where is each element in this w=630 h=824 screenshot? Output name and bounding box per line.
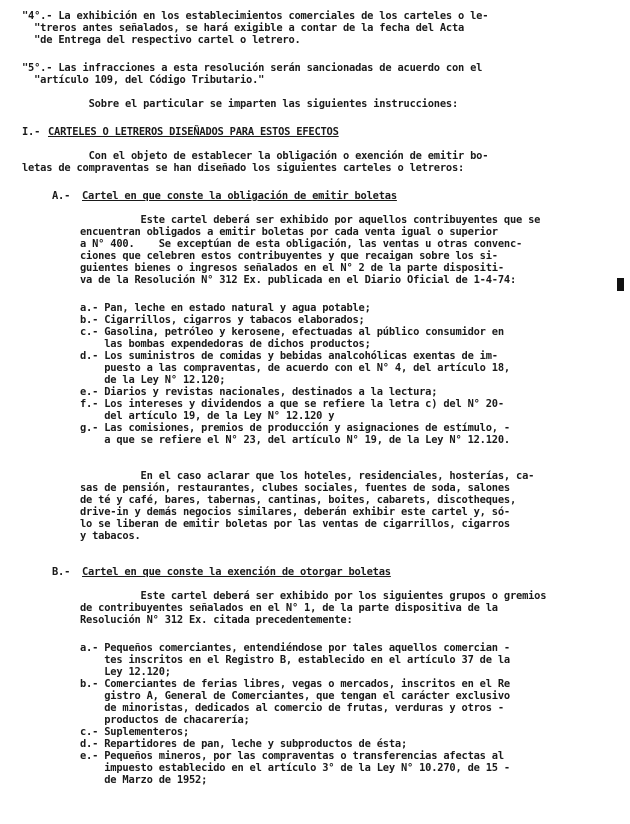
section-b-item: impuesto establecido en el artículo 3° de la Ley N° 10.270, de 15 -	[80, 762, 510, 774]
section-b-item: b.- Comerciantes de ferias libres, vegas o mercados, inscritos en el Re	[80, 678, 510, 690]
section-b-item: gistro A, General de Comerciantes, que tengan el carácter exclusivo	[80, 690, 510, 702]
section-b-item: productos de chacarería;	[80, 714, 250, 726]
section-b-item: de Marzo de 1952;	[80, 774, 208, 786]
section-a-item: del artículo 19, de la Ley N° 12.120 y	[80, 410, 335, 422]
section-b-number: B.-	[52, 566, 71, 578]
margin-mark	[617, 278, 624, 291]
section-a-note: En el caso aclarar que los hoteles, residenciales, hosterías, ca-	[80, 470, 535, 482]
section-b-item: Ley 12.120;	[80, 666, 171, 678]
section-b-line: de contribuyentes señalados en el N° 1, de la parte dispositiva de la	[80, 602, 498, 614]
section-a-item: a que se refiere el N° 23, del artículo N° 19, de la Ley N° 12.120.	[80, 434, 510, 446]
section-a-note: lo se liberan de emitir boletas por las ventas de cigarrillos, cigarros	[80, 518, 510, 530]
section-b-item: c.- Suplementeros;	[80, 726, 190, 738]
section-b-item: tes inscritos en el Registro B, establecido en el artículo 37 de la	[80, 654, 510, 666]
section-a-line: va de la Resolución N° 312 Ex. publicada en el Diario Oficial de 1-4-74:	[80, 274, 517, 286]
section-a-item: f.- Los intereses y dividendos a que se refiere la letra c) del N° 20-	[80, 398, 504, 410]
section-a-note: sas de pensión, restaurantes, clubes sociales, fuentes de soda, salones	[80, 482, 510, 494]
section-i-title: CARTELES O LETREROS DISEÑADOS PARA ESTOS EFECTOS	[48, 126, 339, 138]
section-a-title: Cartel en que conste la obligación de emitir boletas	[82, 190, 397, 202]
section-b-item: de minoristas, dedicados al comercio de frutas, verduras y otros -	[80, 702, 504, 714]
intro-line: "4°.- La exhibición en los establecimientos comerciales de los carteles o le-	[22, 10, 489, 22]
intro-line: "de Entrega del respectivo cartel o letrero.	[22, 34, 301, 46]
section-b-item: d.- Repartidores de pan, leche y subproductos de ésta;	[80, 738, 408, 750]
section-a-item: de la Ley N° 12.120;	[80, 374, 226, 386]
section-a-line: guientes bienes o ingresos señalados en el N° 2 de la parte dispositi-	[80, 262, 504, 274]
section-a-note: de té y café, bares, tabernas, cantinas, boites, cabarets, discotheques,	[80, 494, 517, 506]
section-b-line: Resolución N° 312 Ex. citada precedentemente:	[80, 614, 353, 626]
section-i-line: letas de compraventas se han diseñado los siguientes carteles o letreros:	[22, 162, 465, 174]
section-a-note: drive-in y demás negocios similares, deberán exhibir este cartel y, só-	[80, 506, 510, 518]
section-a-line: Este cartel deberá ser exhibido por aquellos contribuyentes que se	[80, 214, 541, 226]
section-a-line: a N° 400. Se exceptúan de esta obligación, las ventas u otras convenc-	[80, 238, 523, 250]
section-b-title: Cartel en que conste la exención de otorgar boletas	[82, 566, 391, 578]
section-a-item: d.- Los suministros de comidas y bebidas analcohólicas exentas de im-	[80, 350, 498, 362]
section-a-item: e.- Diarios y revistas nacionales, destinados a la lectura;	[80, 386, 438, 398]
intro-line: "artículo 109, del Código Tributario."	[22, 74, 265, 86]
intro-line: Sobre el particular se imparten las siguientes instrucciones:	[22, 98, 459, 110]
section-a-item: g.- Las comisiones, premios de producción y asignaciones de estímulo, -	[80, 422, 510, 434]
intro-line: "treros antes señalados, se hará exigible a contar de la fecha del Acta	[22, 22, 465, 34]
section-b-item: a.- Pequeños comerciantes, entendiéndose por tales aquellos comercian -	[80, 642, 510, 654]
section-a-note: y tabacos.	[80, 530, 141, 542]
section-i-number: I.-	[22, 126, 41, 138]
section-a-item: a.- Pan, leche en estado natural y agua potable;	[80, 302, 371, 314]
section-i-line: Con el objeto de establecer la obligación o exención de emitir bo-	[22, 150, 489, 162]
section-a-item: c.- Gasolina, petróleo y kerosene, efectuadas al público consumidor en	[80, 326, 504, 338]
section-a-line: encuentran obligados a emitir boletas por cada venta igual o superior	[80, 226, 498, 238]
section-b-line: Este cartel deberá ser exhibido por los siguientes grupos o gremios	[80, 590, 547, 602]
section-b-item: e.- Pequeños mineros, por las compraventas o transferencias afectas al	[80, 750, 504, 762]
section-a-number: A.-	[52, 190, 71, 202]
section-a-item: puesto a las compraventas, de acuerdo con el N° 4, del artículo 18,	[80, 362, 510, 374]
section-a-line: ciones que celebren estos contribuyentes y que recaigan sobre los si-	[80, 250, 498, 262]
section-a-item: las bombas expendedoras de dichos productos;	[80, 338, 371, 350]
section-a-item: b.- Cigarrillos, cigarros y tabacos elaborados;	[80, 314, 365, 326]
intro-line: "5°.- Las infracciones a esta resolución serán sancionadas de acuerdo con el	[22, 62, 483, 74]
